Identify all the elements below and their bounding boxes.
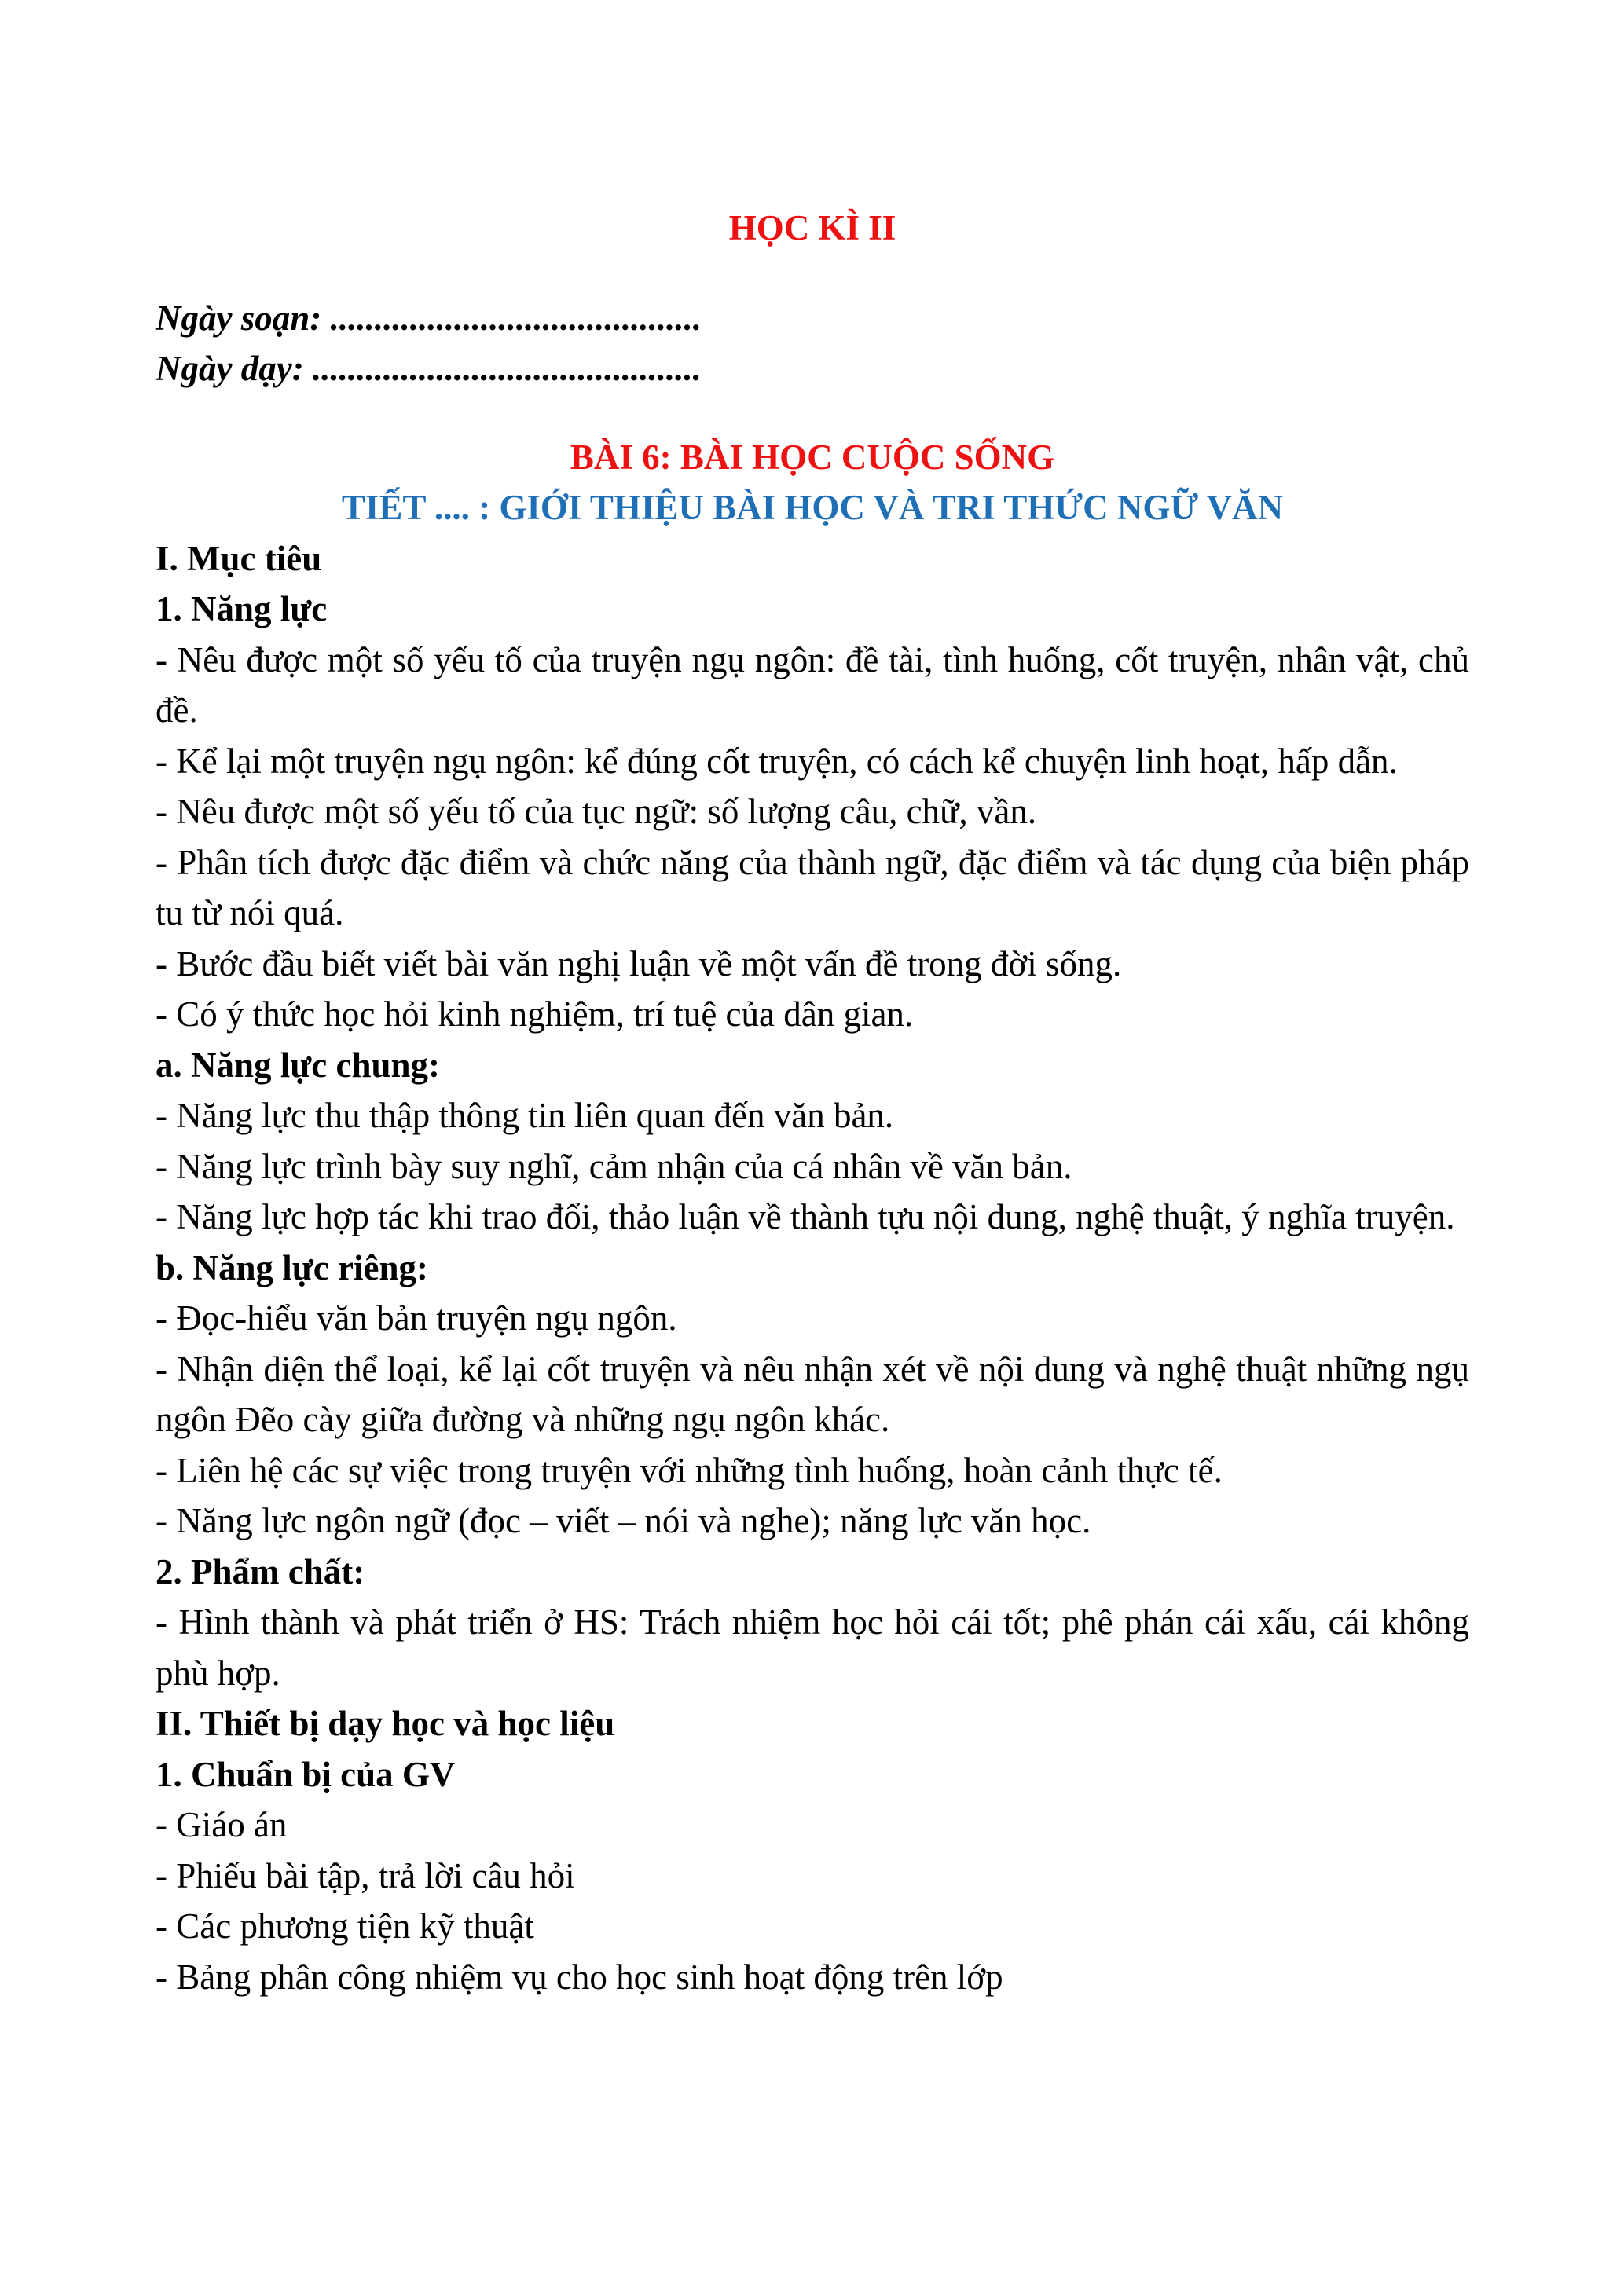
teacher-prep-item: - Giáo án: [156, 1805, 288, 1844]
specific-competence-item: - Liên hệ các sự việc trong truyện với những tình huống, hoàn cảnh thực tế.: [156, 1450, 1223, 1490]
teacher-prep-item: - Bảng phân công nhiệm vụ cho học sinh hoạt động trên lớp: [156, 1957, 1003, 1997]
competence-heading: 1. Năng lực: [156, 589, 328, 628]
teacher-prep-heading: 1. Chuẩn bị của GV: [156, 1754, 456, 1794]
date-taught: Ngày dạy: ............................................: [156, 349, 702, 388]
qualities-item: - Hình thành và phát triển ở HS: Trách nhiệm học hỏi cái tốt; phê phán cái xấu, cái không phù hợp.: [156, 1602, 1469, 1693]
materials-heading: II. Thiết bị dạy học và học liệu: [156, 1704, 615, 1743]
lesson-title: BÀI 6: BÀI HỌC CUỘC SỐNG: [570, 437, 1055, 477]
general-competence-item: - Năng lực thu thập thông tin liên quan đến văn bản.: [156, 1096, 894, 1135]
specific-competence-item: - Năng lực ngôn ngữ (đọc – viết – nói và nghe); năng lực văn học.: [156, 1501, 1091, 1540]
teacher-prep-item: - Phiếu bài tập, trả lời câu hỏi: [156, 1855, 575, 1895]
specific-competence-item: - Đọc-hiểu văn bản truyện ngụ ngôn.: [156, 1298, 677, 1338]
competence-item: - Nêu được một số yếu tố của tục ngữ: số lượng câu, chữ, vần.: [156, 792, 1037, 831]
general-competence-item: - Năng lực trình bày suy nghĩ, cảm nhận của cá nhân về văn bản.: [156, 1146, 1072, 1186]
general-competence-heading: a. Năng lực chung:: [156, 1045, 441, 1085]
general-competence-item: - Năng lực hợp tác khi trao đổi, thảo luận về thành tựu nội dung, nghệ thuật, ý nghĩa truyện.: [156, 1197, 1455, 1236]
document-page: [156, 203, 1469, 2002]
competence-item: - Kể lại một truyện ngụ ngôn: kể đúng cốt truyện, có cách kể chuyện linh hoạt, hấp dẫn.: [156, 741, 1398, 781]
specific-competence-heading: b. Năng lực riêng:: [156, 1247, 428, 1287]
teacher-prep-item: - Các phương tiện kỹ thuật: [156, 1906, 534, 1946]
date-prepared: Ngày soạn: ..........................................: [156, 298, 702, 338]
competence-item: - Có ý thức học hỏi kinh nghiệm, trí tuệ của dân gian.: [156, 994, 914, 1034]
period-title: TIẾT .... : GIỚI THIỆU BÀI HỌC VÀ TRI THỨC NGỮ VĂN: [341, 488, 1284, 527]
competence-item: - Phân tích được đặc điểm và chức năng của thành ngữ, đặc điểm và tác dụng của biện pháp tu từ nói quá.: [156, 842, 1469, 932]
competence-item: - Bước đầu biết viết bài văn nghị luận về một vấn đề trong đời sống.: [156, 943, 1122, 983]
competence-item: - Nêu được một số yếu tố của truyện ngụ ngôn: đề tài, tình huống, cốt truyện, nhân vật, chủ đề.: [156, 639, 1469, 730]
semester-heading: HỌC KÌ II: [728, 208, 896, 247]
specific-competence-item: - Nhận diện thể loại, kể lại cốt truyện và nêu nhận xét về nội dung và nghệ thuật những ngụ ngôn Đẽo cày giữa đường và những ngụ ngôn khác.: [156, 1349, 1469, 1439]
qualities-heading: 2. Phẩm chất:: [156, 1551, 365, 1591]
objectives-heading: I. Mục tiêu: [156, 538, 322, 578]
